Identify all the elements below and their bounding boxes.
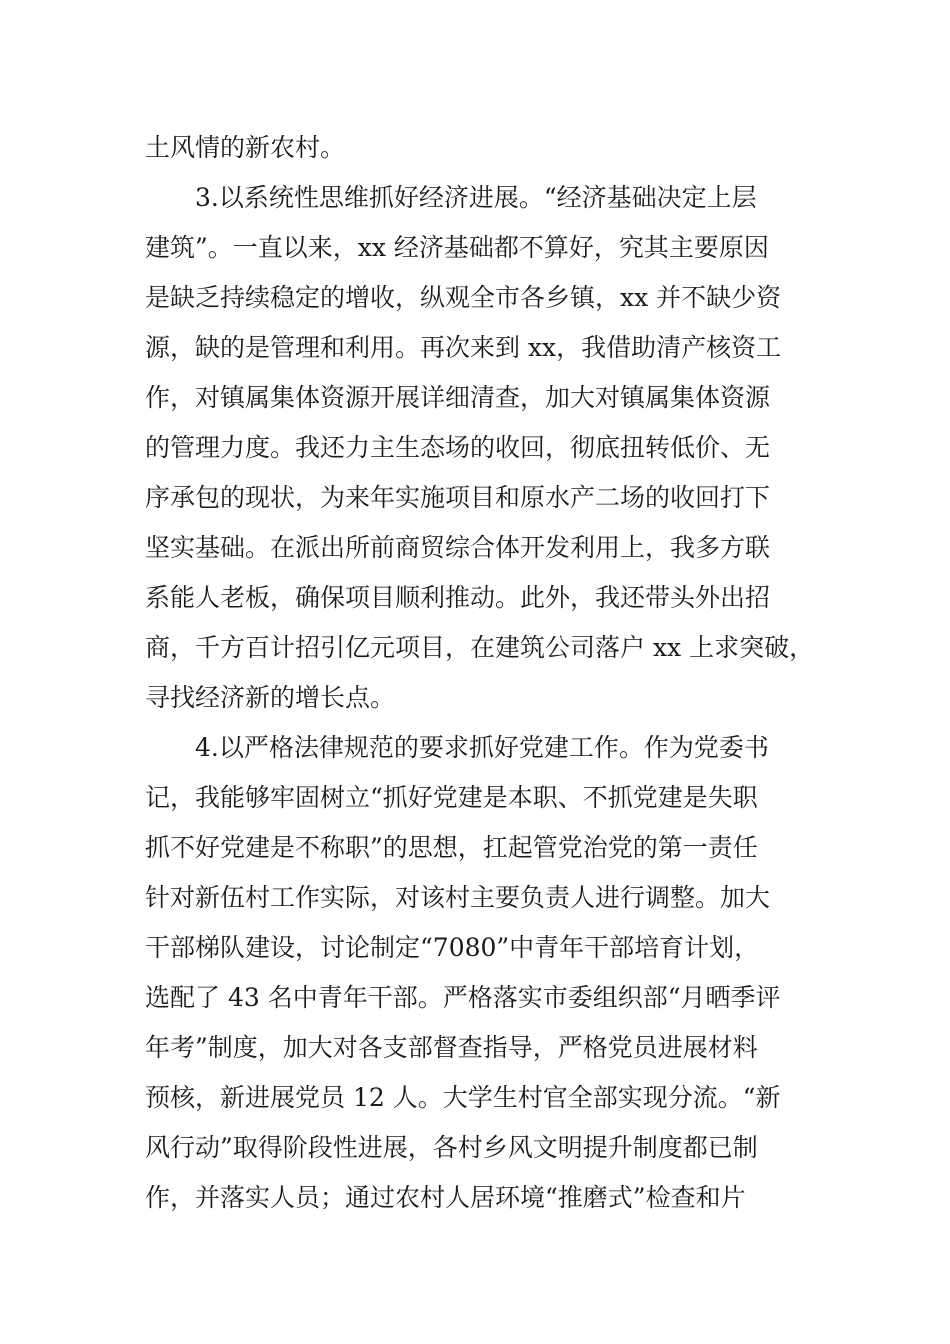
text-line: 源，缺的是管理和利用。再次来到 xx，我借助清产核资工 xyxy=(145,333,782,362)
text-line: 选配了 43 名中青年干部。严格落实市委组织部“月晒季评 xyxy=(145,983,781,1012)
text-line: 的管理力度。我还力主生态场的收回，彻底扭转低价、无 xyxy=(145,433,771,462)
text-line: 是缺乏持续稳定的增收，纵观全市各乡镇，xx 并不缺少资 xyxy=(145,283,782,312)
text-line: 抓不好党建是不称职”的思想，扛起管党治党的第一责任 xyxy=(145,833,758,862)
text-line: 4.以严格法律规范的要求抓好党建工作。作为党委书 xyxy=(195,733,769,762)
text-line: 作，对镇属集体资源开展详细清查，加大对镇属集体资源 xyxy=(145,383,771,412)
text-line: 风行动”取得阶段性进展，各村乡风文明提升制度都已制 xyxy=(145,1133,758,1162)
text-line: 针对新伍村工作实际，对该村主要负责人进行调整。加大 xyxy=(145,883,771,912)
text-line: 年考”制度，加大对各支部督查指导，严格党员进展材料 xyxy=(145,1033,758,1062)
text-line: 记，我能够牢固树立“抓好党建是本职、不抓党建是失职 xyxy=(145,783,758,812)
text-line: 预核，新进展党员 12 人。大学生村官全部实现分流。“新 xyxy=(145,1083,781,1112)
text-line: 3.以系统性思维抓好经济进展。“经济基础决定上层 xyxy=(195,183,757,212)
text-line: 干部梯队建设，讨论制定“7080”中青年干部培育计划， xyxy=(145,933,760,962)
text-line: 作，并落实人员；通过农村人居环境“推磨式”检查和片 xyxy=(145,1183,746,1212)
text-line: 序承包的现状，为来年实施项目和原水产二场的收回打下 xyxy=(145,483,771,512)
text-line: 寻找经济新的增长点。 xyxy=(145,683,396,712)
text-line: 商，千方百计招引亿元项目，在建筑公司落户 xx 上求突破， xyxy=(145,633,815,662)
text-line: 建筑”。一直以来，xx 经济基础都不算好，究其主要原因 xyxy=(145,233,769,262)
text-line: 系能人老板，确保项目顺利推动。此外，我还带头外出招 xyxy=(145,583,771,612)
text-line: 坚实基础。在派出所前商贸综合体开发利用上，我多方联 xyxy=(145,533,771,562)
text-line: 土风情的新农村。 xyxy=(145,133,346,162)
